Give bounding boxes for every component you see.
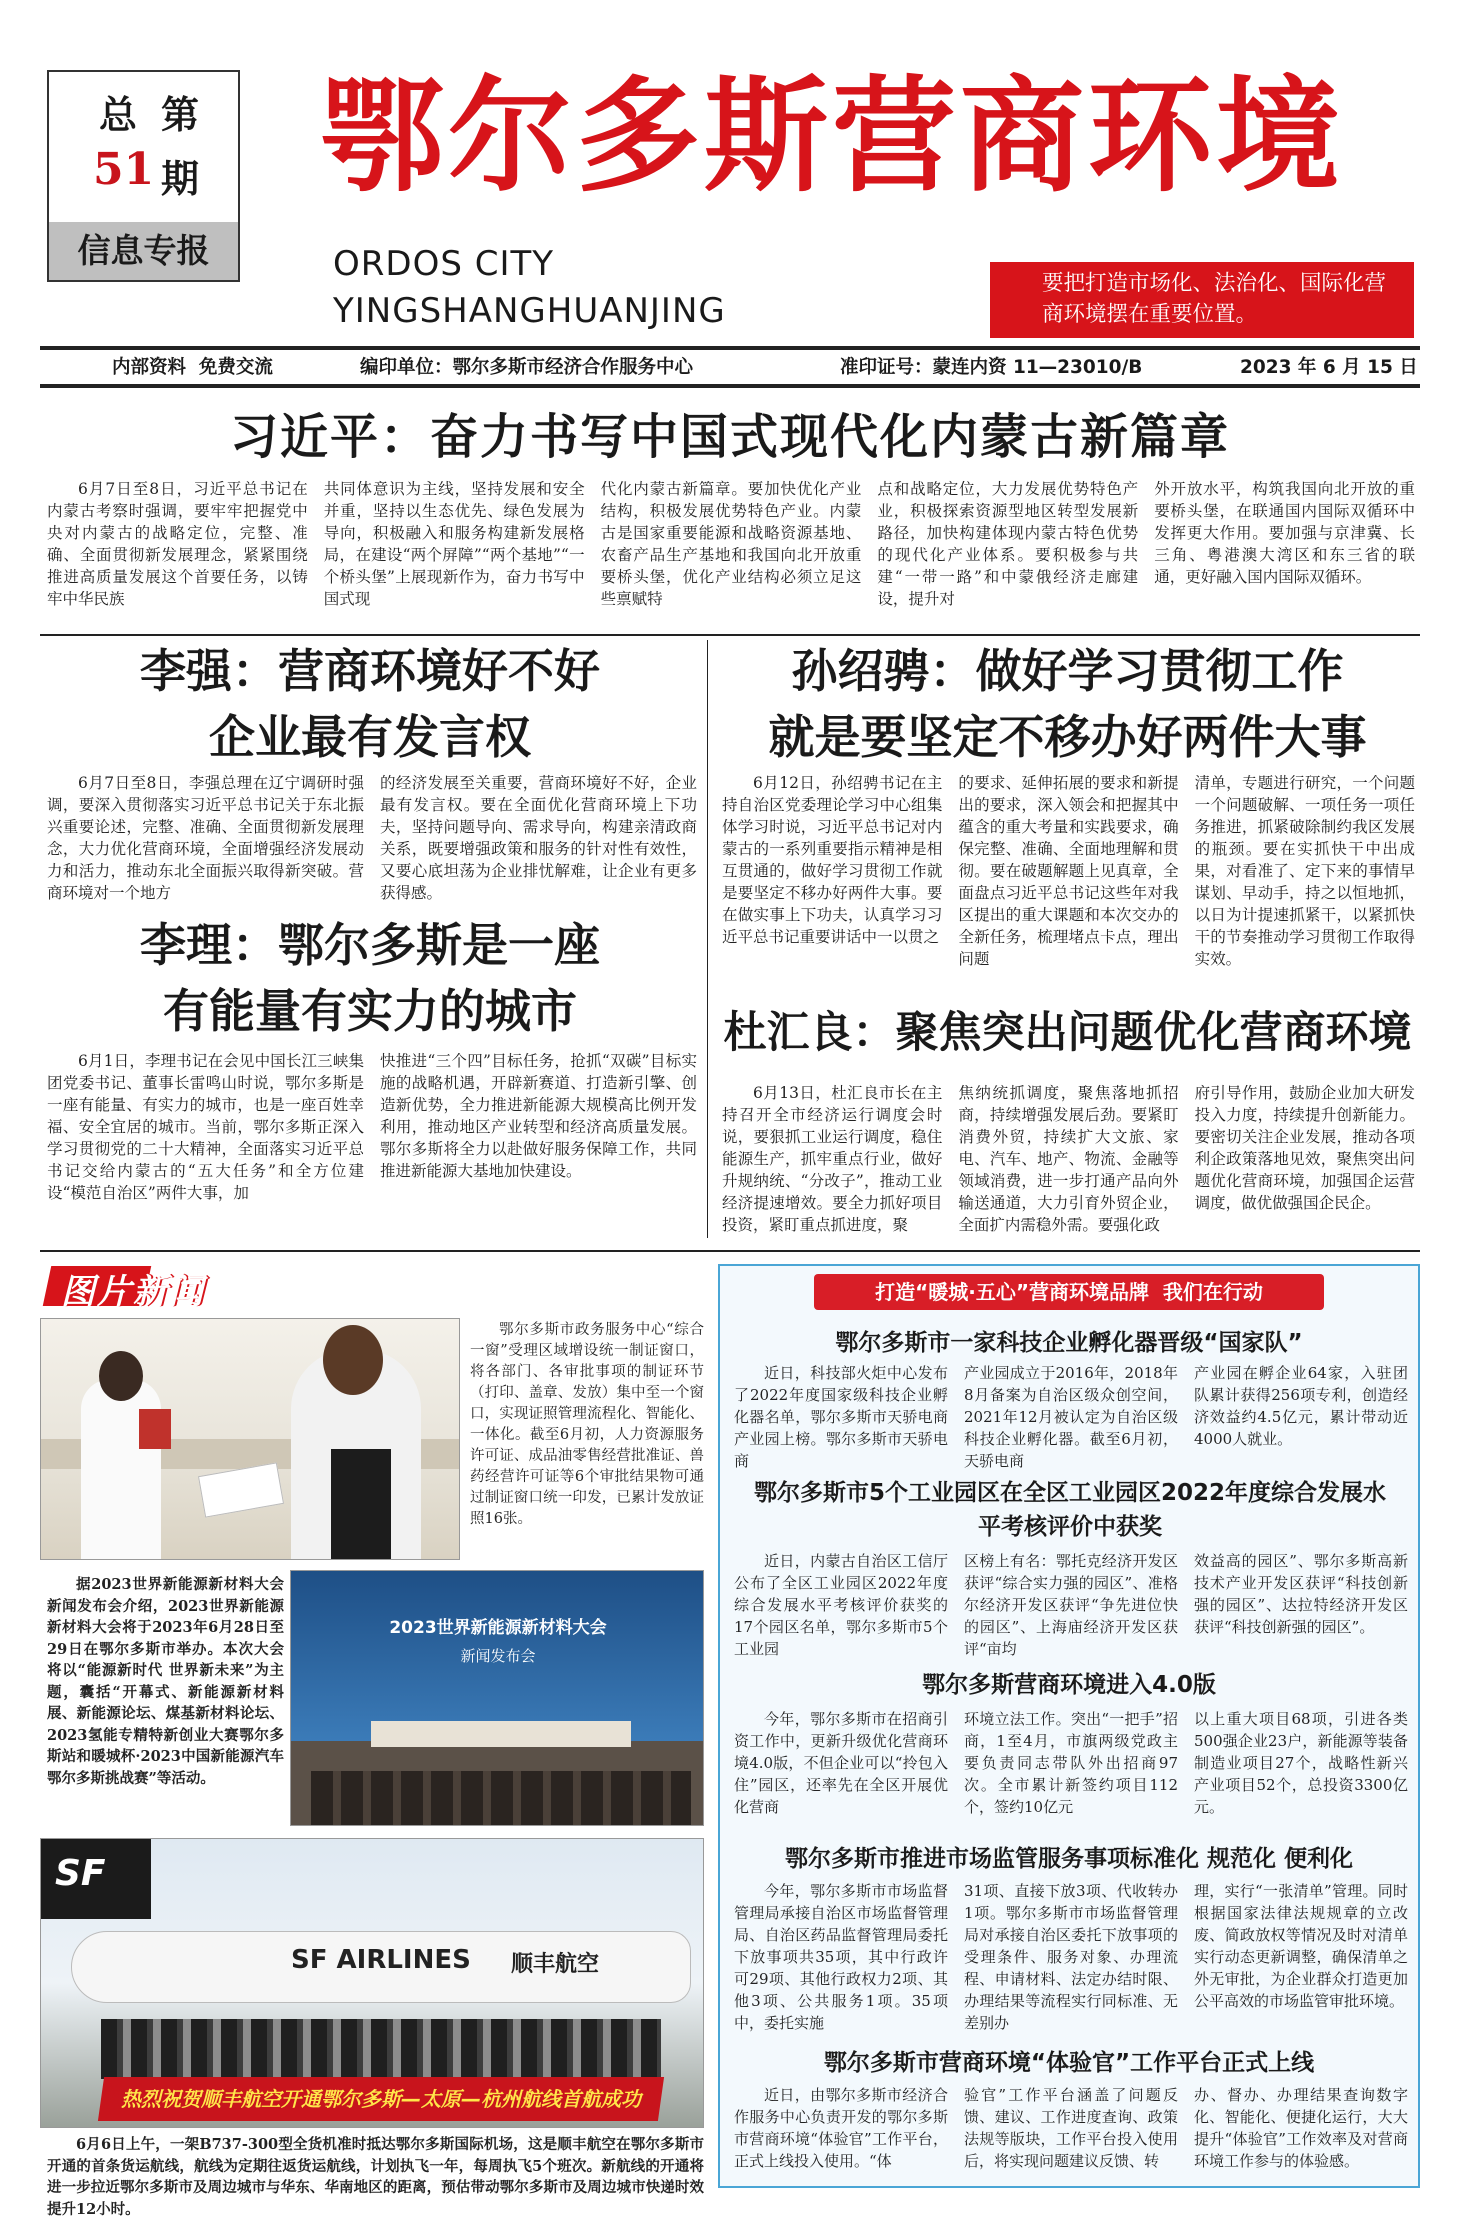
- brand-item-2-col-1: 近日，内蒙古自治区工信厅公布了全区工业园区2022年度综合发展水平考核评价获奖的17个园区名单，鄂尔多斯市5个工业园: [734, 1552, 948, 1658]
- info-bar-bottom-rule: [40, 384, 1420, 388]
- sf-airlines-photo: SF SF AIRLINES 顺丰航空 热烈祝贺顺丰航空开通鄂尔多斯—太原—杭州航线首航成功: [40, 1838, 704, 2128]
- conference-photo: [290, 1570, 704, 1826]
- issue-total: 总: [99, 92, 138, 137]
- photo-news-header-text: 图片新闻: [61, 1272, 205, 1312]
- masthead-title: 鄂尔多斯营商环境: [320, 65, 1345, 209]
- brand-item-2-title: 鄂尔多斯市5个工业园区在全区工业园区2022年度综合发展水平考核评价中获奖: [753, 1480, 1387, 1540]
- issue-qi: 期: [161, 156, 200, 201]
- brand-box-header: [814, 1274, 1324, 1310]
- conference-stage-title: 2023世界新能源新材料大会: [389, 1618, 607, 1638]
- brand-item-3-col-2: 环境立法工作。突出“一把手”招商，1至4月，市旗两级党政主要负责同志带队外出招商97次。全市累计新签约项目112个，签约10亿元: [964, 1710, 1178, 1816]
- info-permit: 准印证号：蒙连内资 11—23010/B: [840, 357, 1143, 378]
- xi-bottom-rule: [40, 634, 1420, 636]
- brand-item-4-col-3: 理，实行“一张清单”管理。同时根据国家法律法规规章的立改废、简政放权等情况及时对清单实行动态更新调整，确保清单之外无审批，为企业群众打造更加公平高效的市场监管审批环境。: [1194, 1882, 1408, 2010]
- mid-page-rule: [40, 1250, 1420, 1252]
- li-qiang-headline: [40, 638, 700, 770]
- li-li-body: [47, 1050, 697, 1240]
- du-col-3: 府引导作用，鼓励企业加大研发投入力度，持续提升创新能力。要密切关注企业发展，推动各项利企政策落地见效，聚焦突出问题优化营商环境，加强国企运营调度，做优做强国企民企。: [1194, 1084, 1415, 1212]
- li-li-title-line1: 李理：鄂尔多斯是一座: [140, 918, 600, 972]
- info-bar-top-rule: [40, 346, 1420, 350]
- brand-item-5-col-3: 办、督办、办理结果查询数字化、智能化、便捷化运行，大大提升“体验官”工作效率及对营商环境工作参与的体验感。: [1194, 2086, 1408, 2170]
- li-qiang-col-1: 6月7日至8日，李强总理在辽宁调研时强调，要深入贯彻落实习近平总书记关于东北振兴重要论述，完整、准确、全面贯彻新发展理念，大力优化营商环境，全面增强经济发展动力和活力，推动东北全面振兴取得新突破。营商环境对一个地方: [47, 774, 364, 902]
- brand-item-4-title: 鄂尔多斯市推进市场监管服务事项标准化 规范化 便利化: [784, 1846, 1353, 1872]
- english-title-line1: ORDOS CITY: [333, 244, 555, 284]
- brand-item-3-col-1: 今年，鄂尔多斯市在招商引资工作中，更新升级优化营商环境4.0版，不但企业可以“拎包入住”园区，还率先在全区开展优化营商: [734, 1710, 948, 1816]
- li-li-title-line2: 有能量有实力的城市: [163, 984, 577, 1038]
- brand-item-2-col-2: 区榜上有名：鄂托克经济开发区获评“综合实力强的园区”、准格尔经济开发区获评“争先进位快的园区”、上海庙经济开发区获评“亩均: [964, 1552, 1178, 1658]
- xi-col-1: 6月7日至8日，习近平总书记在内蒙古考察时强调，要牢牢把握党中央对内蒙古的战略定位，完整、准确、全面贯彻新发展理念，紧紧围绕推进高质量发展这个首要任务，以铸牢中华民族: [47, 480, 308, 608]
- xi-col-4: 点和战略定位，大力发展优势特色产业，积极探索资源型地区转型发展新路径，加快构建体现内蒙古特色优势的现代化产业体系。要积极参与共建“一带一路”和中蒙俄经济走廊建设，提升对: [877, 480, 1139, 608]
- xi-col-3: 代化内蒙古新篇章。要加快优化产业结构，积极发展优势特色产业。内蒙古是国家重要能源和战略资源基地、农畜产品生产基地和我国向北开放重要桥头堡，优化产业结构必须立足这些禀赋特: [600, 480, 862, 608]
- brand-item-3-title: 鄂尔多斯营商环境进入4.0版: [922, 1672, 1216, 1698]
- issue-box: [47, 70, 240, 282]
- xi-col-5: 外开放水平，构筑我国向北开放的重要桥头堡，在联通国内国际双循环中发挥更大作用。要加强与京津冀、长三角、粤港澳大湾区和东三省的联通，更好融入国内国际双循环。: [1154, 480, 1415, 586]
- info-date: 2023 年 6 月 15 日: [1240, 357, 1418, 378]
- brand-item-5-title: 鄂尔多斯市营商环境“体验官”工作平台正式上线: [823, 2050, 1315, 2076]
- sun-col-1: 6月12日，孙绍骋书记在主持自治区党委理论学习中心组集体学习时说，习近平总书记对内蒙古的一系列重要指示精神是相互贯通的，做好学习贯彻工作就是要坚定不移办好两件大事。要在做实事上下功夫，认真学习习近平总书记重要讲话中一以贯之: [722, 774, 943, 946]
- caption-new-energy-conference: 据2023世界新能源新材料大会新闻发布会介绍，2023世界新能源新材料大会将于2023年6月28日至29日在鄂尔多斯市举办。本次大会将以“能源新时代 世界新未来”为主题，囊括“开幕式、新能源新材料展、新能源论坛、煤基新材料论坛、2023氢能专精特新创业大赛鄂尔多斯站和暖城杯·2023中国新能源汽车鄂尔多斯挑战赛”等活动。: [47, 1576, 284, 1787]
- brand-item-3-col-3: 以上重大项目68项，引进各类500强企业23户，新能源等装备制造业项目27个，战略性新兴产业项目52个，总投资3300亿元。: [1194, 1710, 1408, 1816]
- brand-box: [718, 1264, 1420, 2188]
- brand-item-5-body: [734, 2084, 1408, 2172]
- sun-headline: [715, 638, 1420, 770]
- issue-number: 51: [93, 144, 155, 195]
- plane-brand-text: SF AIRLINES: [291, 1945, 471, 1975]
- issue-di: 第: [161, 92, 200, 137]
- li-li-col-1: 6月1日，李理书记在会见中国长江三峡集团党委书记、董事长雷鸣山时说，鄂尔多斯是一座有能量、有实力的城市，也是一座百姓幸福、安全宜居的城市。当前，鄂尔多斯正深入学习贯彻党的二十大精神，全面落实习近平总书记交给内蒙古的“五大任务”和全方位建设“模范自治区”两件大事，加: [47, 1052, 364, 1202]
- brand-item-3-body: [734, 1708, 1408, 1818]
- brand-item-1-col-3: 产业园在孵企业64家，入驻团队累计获得256项专利，创造经济效益约4.5亿元，累计带动近4000人就业。: [1194, 1364, 1408, 1448]
- info-bar: [40, 352, 1420, 384]
- sun-col-2: 的要求、延伸拓展的要求和新提出的要求，深入领会和把握其中蕴含的重大考量和实践要求，确保完整、准确、全面地理解和贯彻。要在破题解题上见真章，全面盘点习近平总书记这些年对我区提出的重大课题和本次交办的全新任务，梳理堵点卡点，理出问题: [958, 774, 1179, 968]
- li-li-col-2: 快推进“三个四”目标任务，抢抓“双碳”目标实施的战略机遇，开辟新赛道、打造新引擎、创造新优势，全力推进新能源大规模高比例开发利用，推动地区产业转型和经济高质量发展。鄂尔多斯将全力以赴做好服务保障工作，共同推进新能源大基地加快建设。: [380, 1052, 697, 1180]
- du-col-1: 6月13日，杜汇良市长在主持召开全市经济运行调度会时说，要狠抓工业运行调度，稳住能源生产，抓牢重点行业，做好升规纳统、“分改子”，推动工业经济提速增效。要全力抓好项目投资，紧盯重点抓进度，聚: [722, 1084, 943, 1234]
- sun-col-3: 清单，专题进行研究，一个问题一个问题破解、一项任务一项任务推进，抓紧破除制约我区发展的瓶颈。要在实抓快干中出成果，对看准了、定下来的事情早谋划、早动手，持之以恒地抓，以日为计提速抓紧干，以紧抓快干的节奏推动学习贯彻工作取得实效。: [1194, 774, 1415, 968]
- service-window-photo: [40, 1318, 460, 1560]
- du-body: [722, 1082, 1415, 1240]
- center-column-divider: [707, 640, 708, 1238]
- celebration-banner: 热烈祝贺顺丰航空开通鄂尔多斯—太原—杭州航线首航成功: [121, 2087, 641, 2111]
- xi-body: [47, 478, 1415, 626]
- li-qiang-col-2: 的经济发展至关重要，营商环境好不好，企业最有发言权。要在全面优化营商环境上下功夫，坚持问题导向、需求导向，构建亲清政商关系，既要增强政策和服务的针对性有效性，又要心底坦荡为企业排忧解难，让企业有更多获得感。: [380, 774, 697, 902]
- slogan-text: 要把打造市场化、法治化、国际化营商环境摆在重要位置。: [1042, 271, 1387, 327]
- xi-headline: 习近平：奋力书写中国式现代化内蒙古新篇章: [229, 409, 1230, 465]
- sun-title-line2: 就是要坚定不移办好两件大事: [768, 710, 1367, 764]
- info-badge: 信息专报: [49, 222, 238, 280]
- photo-news-header: [47, 1262, 227, 1312]
- brand-box-header-text: 打造“暖城·五心”营商环境品牌 我们在行动: [875, 1280, 1263, 1304]
- sun-title-line1: 孙绍骋：做好学习贯彻工作: [791, 644, 1344, 698]
- english-title-line2: YINGSHANGHUANJING: [333, 291, 726, 331]
- info-internal: 内部资料 免费交流: [112, 357, 273, 378]
- caption-service-window: 鄂尔多斯市政务服务中心“综合一窗”受理区域增设统一制证窗口，将各部门、各审批事项的制证环节（打印、盖章、发放）集中至一个窗口，实现证照管理流程化、智能化、一体化。截至6月初，人力资源服务许可证、成品油零售经营批准证、兽药经营许可证等6个审批结果物可通过制证窗口统一印发，已累计发放证照16张。: [470, 1322, 704, 1527]
- brand-item-2-body: [734, 1550, 1408, 1660]
- brand-item-1-title: 鄂尔多斯市一家科技企业孵化器晋级“国家队”: [835, 1330, 1303, 1356]
- li-qiang-title-line1: 李强：营商环境好不好: [140, 644, 600, 698]
- brand-item-2-col-3: 效益高的园区”、鄂尔多斯高新技术产业开发区获评“科技创新强的园区”、达拉特经济开发区获评“科技创新强的园区”。: [1194, 1552, 1408, 1636]
- brand-item-4-body: [734, 1880, 1408, 2034]
- brand-item-4-col-2: 31项、直接下放3项、代收转办1项。鄂尔多斯市市场监督管理局对承接自治区委托下放事项的受理条件、服务对象、办理流程、申请材料、法定办结时限、办理结果等流程实行同标准、无差别办: [964, 1882, 1178, 2032]
- sun-body: [722, 772, 1415, 1008]
- caption-sf-airlines: 6月6日上午，一架B737-300型全货机准时抵达鄂尔多斯国际机场，这是顺丰航空在鄂尔多斯市开通的首条货运航线，航线为定期往返货运航线，计划执飞一年，每周执飞5个班次。新航线的开通将进一步拉近鄂尔多斯市及周边城市与华东、华南地区的距离，预估带动鄂尔多斯市及周边城市快递时效提升12小时。: [47, 2136, 704, 2218]
- brand-item-5-col-2: 验官”工作平台涵盖了问题反馈、建议、工作进度查询、政策法规等版块，工作平台投入使用后，将实现问题建议反馈、转: [964, 2086, 1178, 2170]
- li-qiang-body: [47, 772, 697, 912]
- li-li-headline: [40, 912, 700, 1044]
- brand-item-1-col-1: 近日，科技部火炬中心发布了2022年度国家级科技企业孵化器名单，鄂尔多斯市天骄电商产业园上榜。鄂尔多斯市天骄电商: [734, 1364, 948, 1470]
- xi-col-2: 共同体意识为主线，坚持发展和安全并重，坚持以生态优先、绿色发展为导向，积极融入和服务构建新发展格局，在建设“两个屏障”“两个基地”“一个桥头堡”上展现新作为，奋力书写中国式现: [323, 480, 585, 608]
- brand-item-1-body: [734, 1362, 1408, 1472]
- brand-item-4-col-1: 今年，鄂尔多斯市市场监督管理局承接自治区市场监督管理局、自治区药品监督管理局委托下放事项共35项，其中行政许可29项、其他行政权力2项、其他3项、公共服务1项。35项中，委托实施: [734, 1882, 948, 2032]
- brand-item-1-col-2: 产业园成立于2016年，2018年8月备案为自治区级众创空间，2021年12月被认定为自治区级科技企业孵化器。截至6月初，天骄电商: [964, 1364, 1178, 1470]
- du-col-2: 焦纳统抓调度，聚焦落地抓招商，持续增强发展后劲。要紧盯消费外贸，持续扩大文旅、家电、汽车、地产、物流、金融等领域消费，进一步打通产品向外输送通道，大力引育外贸企业，全面扩内需稳外需。要强化政: [958, 1084, 1179, 1234]
- slogan-box: [990, 262, 1414, 338]
- brand-item-5-col-1: 近日，由鄂尔多斯市经济合作服务中心负责开发的鄂尔多斯市营商环境“体验官”工作平台，正式上线投入使用。“体: [734, 2086, 948, 2170]
- plane-brand-cn: 顺丰航空: [511, 1951, 600, 1977]
- info-editor: 编印单位：鄂尔多斯市经济合作服务中心: [360, 357, 694, 378]
- du-headline: 杜汇良：聚焦突出问题优化营商环境: [723, 1008, 1412, 1058]
- li-qiang-title-line2: 企业最有发言权: [209, 710, 531, 764]
- conference-stage-sub: 新闻发布会: [460, 1647, 536, 1665]
